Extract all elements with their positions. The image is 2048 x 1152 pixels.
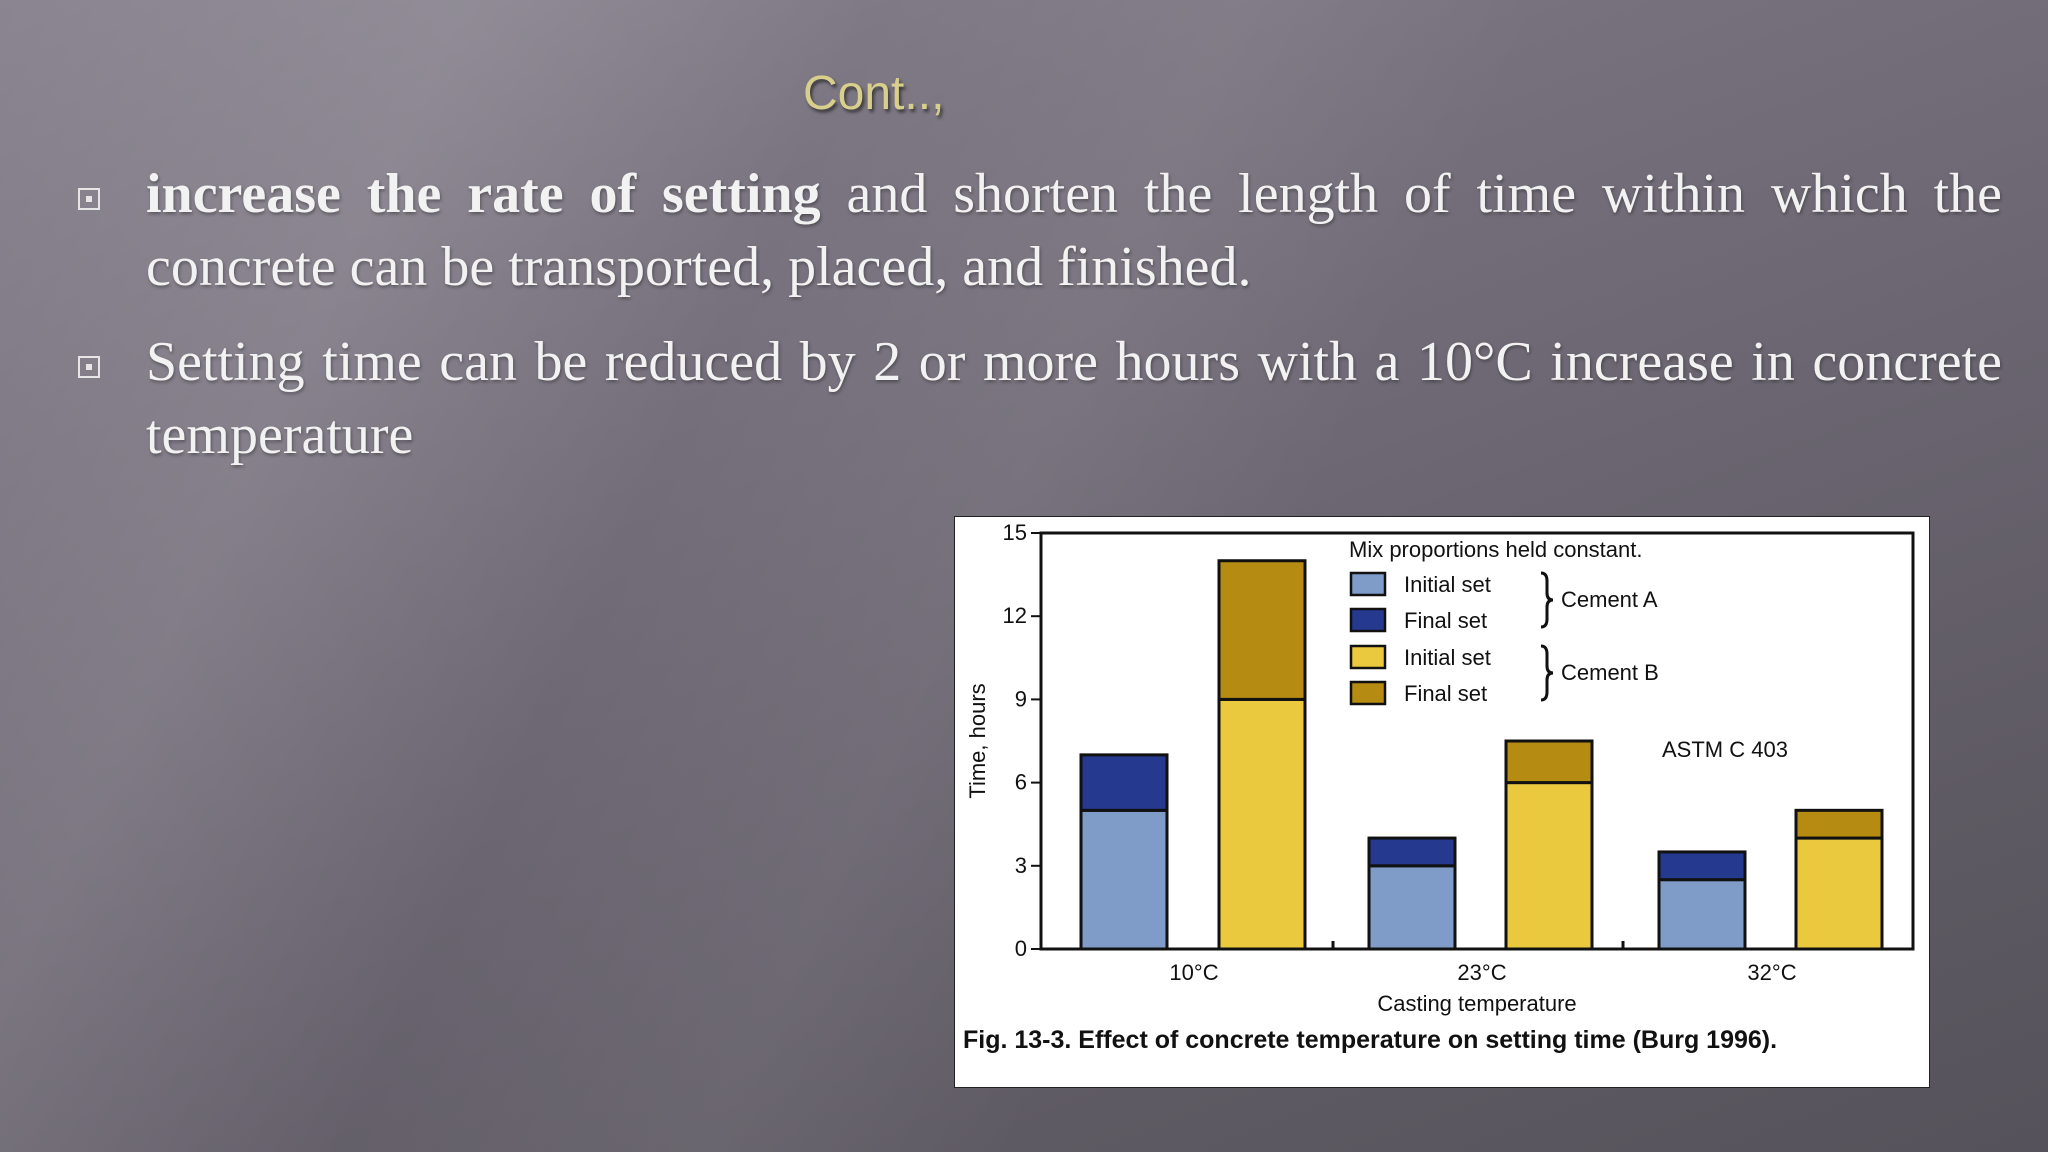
bar-initial-set [1219, 699, 1305, 949]
x-axis-label: Casting temperature [1377, 991, 1577, 1016]
x-tick-label: 23°C [1457, 960, 1507, 985]
bar-final-set [1219, 561, 1305, 700]
bar-initial-set [1659, 880, 1745, 949]
bullet-item [74, 326, 2002, 472]
slide-title: Cont.., [803, 67, 945, 120]
y-tick-label: 3 [1014, 852, 1027, 878]
legend-label: Final set [1404, 681, 1488, 706]
figure-panel [954, 516, 1930, 1088]
square-bullet-icon [78, 188, 100, 210]
annotation-text: Mix proportions held constant. [1349, 537, 1643, 562]
setting-time-chart [955, 517, 1929, 1022]
bullet-text [146, 158, 2002, 304]
legend-group-label: Cement B [1561, 660, 1659, 685]
legend-swatch [1351, 573, 1385, 595]
bar-initial-set [1796, 838, 1882, 949]
bar-final-set [1081, 755, 1167, 810]
square-bullet-icon [78, 356, 100, 378]
legend-group-label: Cement A [1561, 587, 1658, 612]
y-tick-label: 0 [1014, 936, 1027, 961]
legend-label: Final set [1404, 608, 1488, 633]
legend-brace [1541, 646, 1553, 700]
y-tick-label: 12 [1002, 603, 1027, 629]
bullet-item [74, 158, 2002, 304]
y-tick-label: 6 [1014, 769, 1027, 795]
annotation-text: ASTM C 403 [1662, 737, 1788, 762]
bullet-body-text: and shorten the length of time within which the concrete can be transported, placed, and finished. [146, 163, 2002, 298]
y-tick-label: 15 [1002, 520, 1027, 545]
bar-final-set [1369, 838, 1455, 866]
bar-initial-set [1081, 810, 1167, 949]
legend-brace [1541, 573, 1553, 627]
bullet-body-text: Setting time can be reduced by 2 or more hours with a 10°C increase in concrete temperature [146, 331, 2002, 466]
bar-initial-set [1369, 866, 1455, 949]
bar-initial-set [1506, 783, 1592, 949]
legend-swatch [1351, 609, 1385, 631]
x-tick-label: 32°C [1747, 960, 1797, 985]
y-axis-label: Time, hours [965, 683, 990, 799]
legend-swatch [1351, 682, 1385, 704]
bullet-bold-text: increase the rate of setting [146, 163, 821, 225]
y-tick-label: 9 [1014, 686, 1027, 712]
figure-caption: Fig. 13-3. Effect of concrete temperature on setting time (Burg 1996). [963, 1026, 1778, 1054]
legend-label: Initial set [1404, 572, 1491, 597]
bar-final-set [1506, 741, 1592, 783]
bullet-text [146, 326, 2002, 472]
x-tick-label: 10°C [1169, 960, 1219, 985]
bar-final-set [1659, 852, 1745, 880]
legend-swatch [1351, 646, 1385, 668]
bar-final-set [1796, 810, 1882, 838]
legend-label: Initial set [1404, 645, 1491, 670]
bullet-list [74, 158, 2002, 494]
